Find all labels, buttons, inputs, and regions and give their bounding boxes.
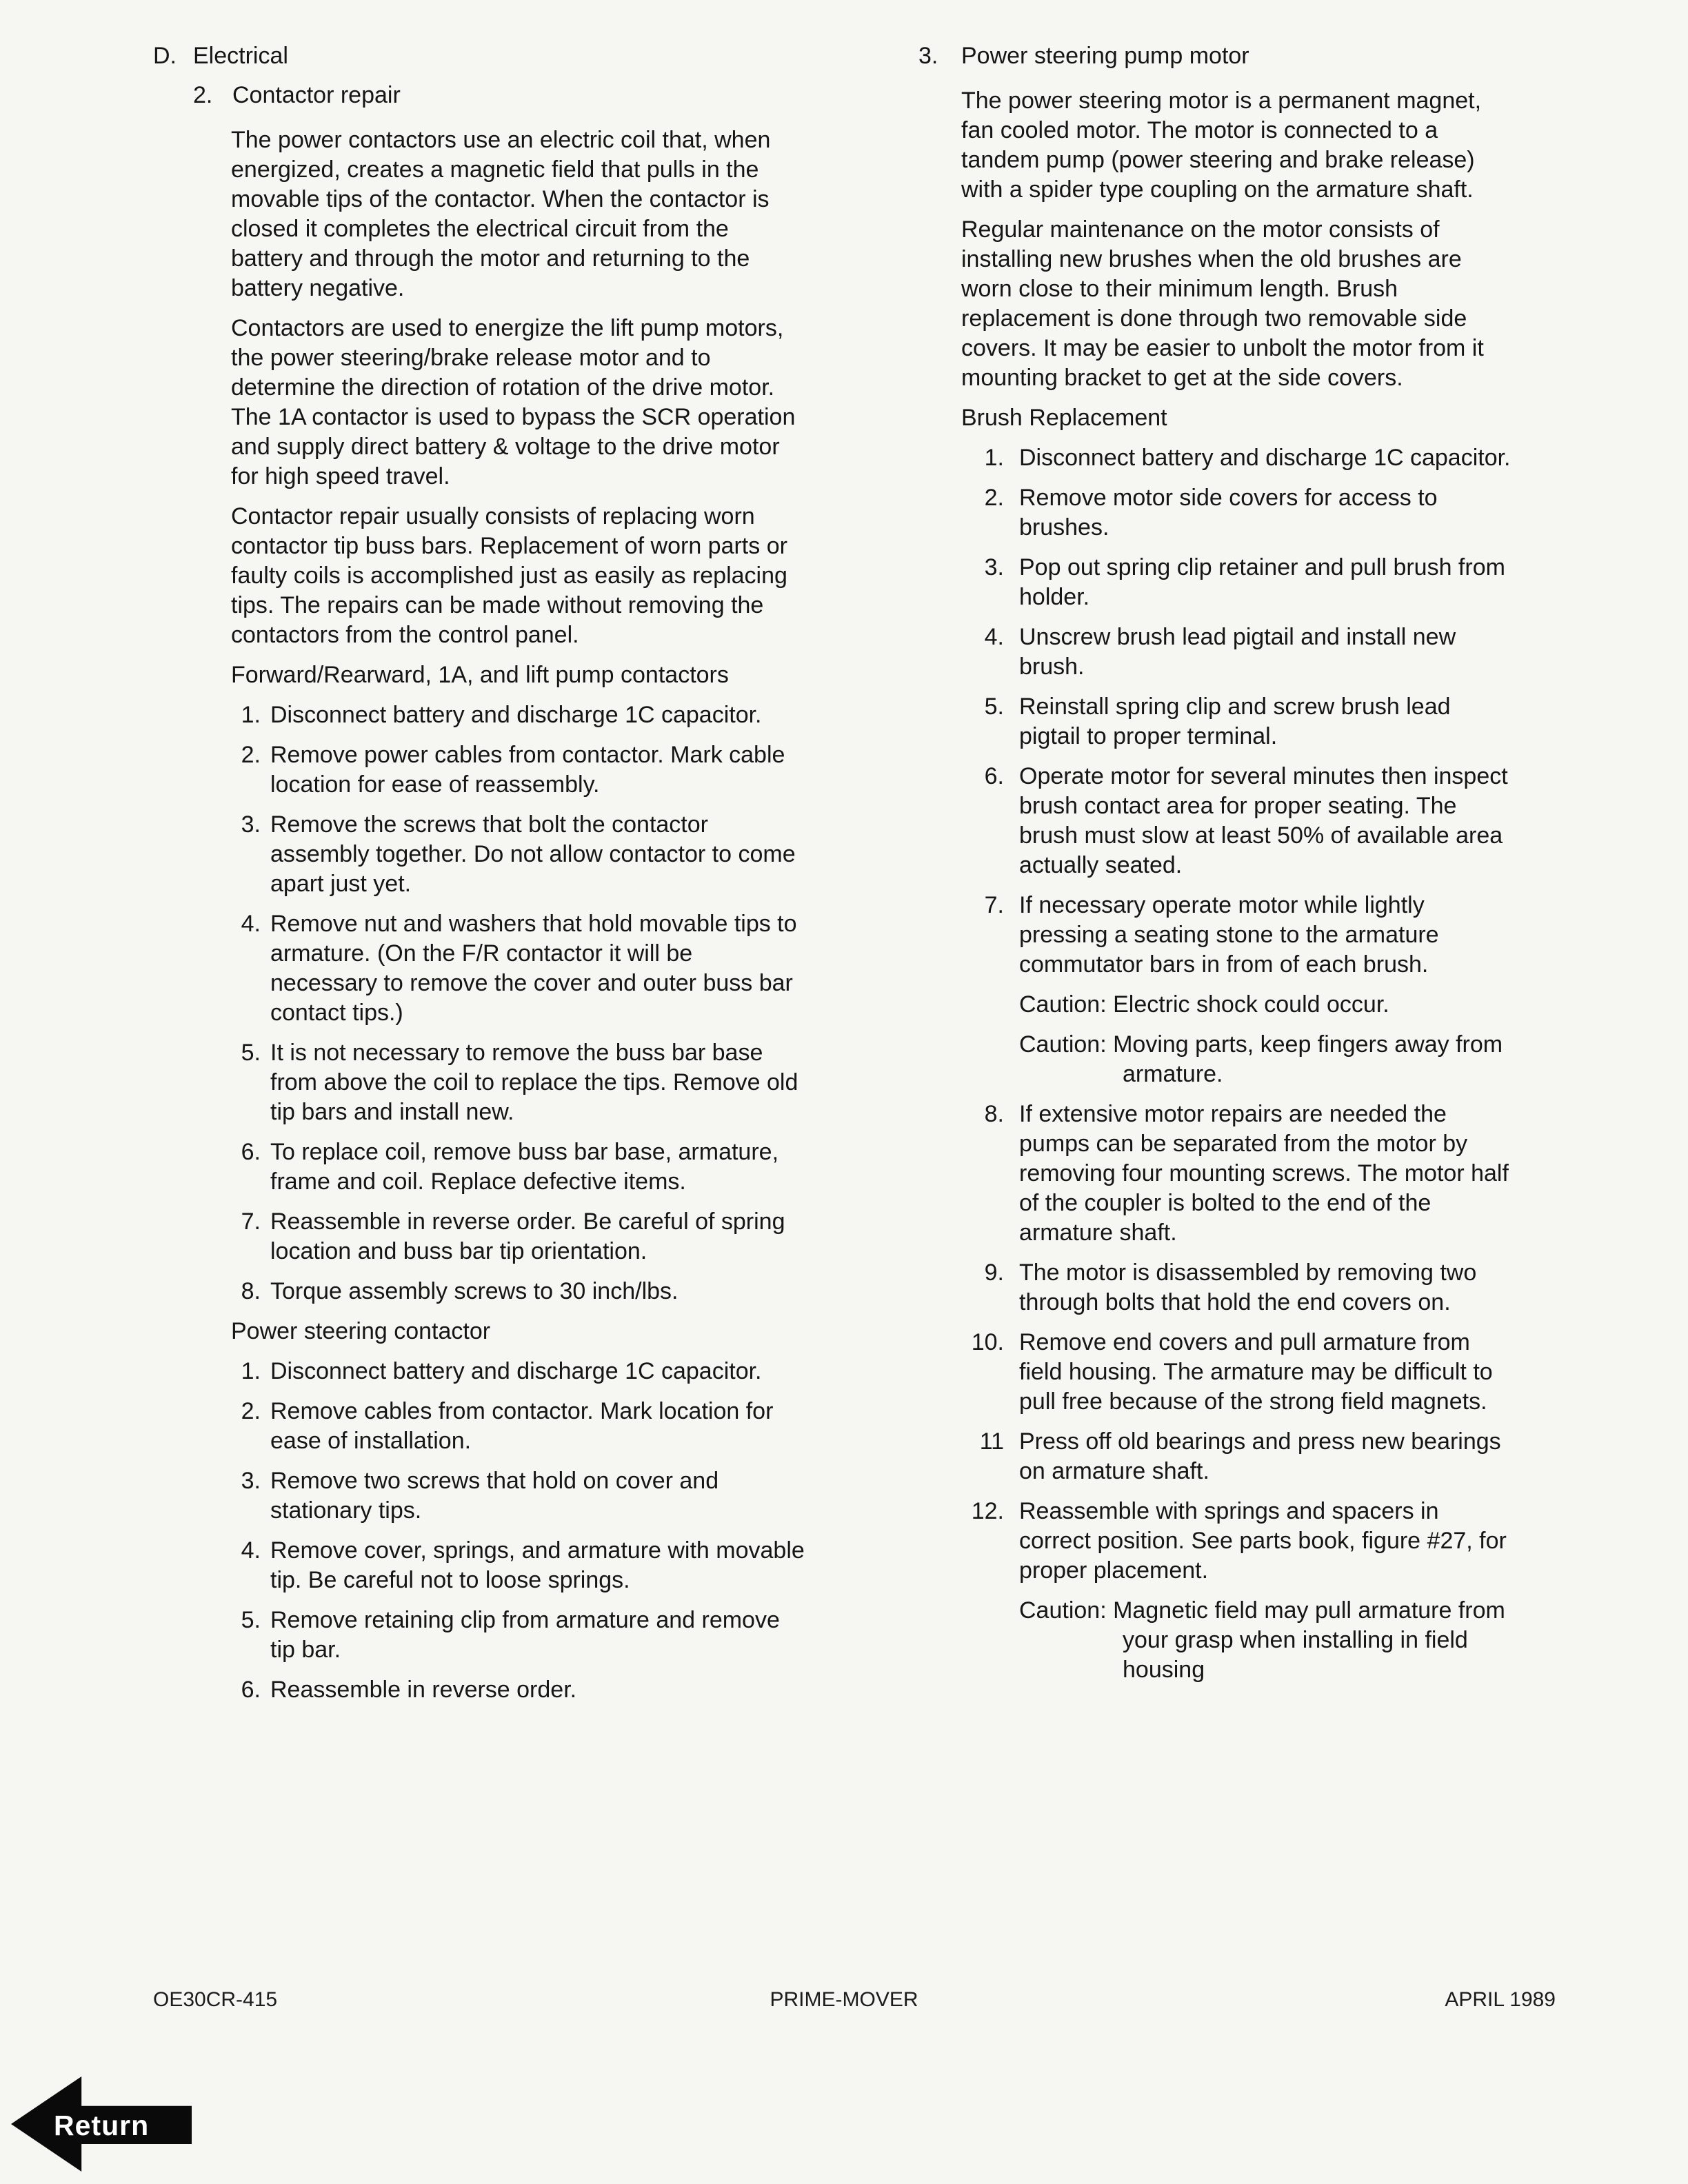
right-column [918,41,1518,1695]
paragraph: Contactor repair usually consists of replacing worn contactor tip buss bars. Replacement of worn parts or faulty coils is accomplished just as easily as replacing tips. The repairs can be made without removing the contactors from the control panel. [231,503,787,648]
item-text: Disconnect battery and discharge 1C capacitor. [270,1358,762,1384]
subheading: Brush Replacement [961,405,1167,431]
list-item [225,810,805,899]
item-text: Remove nut and washers that hold movable tips to armature. (On the F/R contactor it will be necessary to remove the cover and outer buss bar contact tips.) [270,911,797,1026]
list-item [225,1207,805,1266]
item-number: 8. [984,1101,1004,1127]
item-number: 1. [241,1358,261,1384]
list-item [961,1328,1513,1417]
item-text: Reinstall spring clip and screw brush lead pigtail to proper terminal. [1019,694,1451,749]
caution-label: Caution: [1019,1031,1114,1058]
item-text: Press off old bearings and press new bearings on armature shaft. [1019,1428,1501,1484]
subsection-number: 2. [193,82,213,108]
list-item [225,1466,805,1526]
list-item [225,1138,805,1197]
item-number: 12. [971,1498,1004,1524]
list-item [961,1427,1513,1486]
item-text: Remove power cables from contactor. Mark cable location for ease of reassembly. [270,742,785,798]
list-item [225,1536,805,1595]
item-text: Unscrew brush lead pigtail and install new brush. [1019,624,1456,680]
item-text: It is not necessary to remove the buss bar base from above the coil to replace the tips. Remove old tip bars and install new. [270,1040,798,1125]
item-number: 2. [241,1398,261,1424]
section-letter: D. [153,43,177,69]
list-item [225,700,805,730]
right-column-content [961,86,1513,1685]
subheading: Power steering contactor [231,1318,491,1344]
item-text: Reassemble with springs and spacers in correct position. See parts book, figure #27, for proper placement. [1019,1498,1507,1584]
item-number: 1. [984,445,1004,471]
list-item [225,1357,805,1386]
list-item [961,483,1513,543]
list-item [961,1100,1513,1248]
item-number: 3. [984,554,1004,580]
footer-doc-code: OE30CR-415 [153,1988,278,2011]
item-text: To replace coil, remove buss bar base, armature, frame and coil. Replace defective items. [270,1139,779,1195]
subheading: Forward/Rearward, 1A, and lift pump contactors [231,662,729,688]
item-text: Remove cover, springs, and armature with movable tip. Be careful not to loose springs. [270,1537,805,1593]
item-number: 2. [984,485,1004,511]
section-title: Power steering pump motor [961,43,1249,69]
item-number: 11 [979,1428,1004,1455]
caution-label: Caution: [1019,1597,1114,1624]
item-text: Remove cables from contactor. Mark location for ease of installation. [270,1398,774,1454]
item-number: 4. [241,1537,261,1564]
item-text: Remove motor side covers for access to brushes. [1019,485,1438,540]
list-item [225,1038,805,1127]
item-text: Reassemble in reverse order. [270,1677,577,1703]
list-item [961,762,1513,880]
list-item [961,1497,1513,1586]
caution-note: Caution: Moving parts, keep fingers away from armature. [1019,1031,1503,1087]
paragraph: The power contactors use an electric coil that, when energized, creates a magnetic field that pulls in the movable tips of the contactor. When the contactor is closed it completes the electrical circuit from the battery and through the motor and returning to the battery negative. [231,127,771,301]
list-item [961,1258,1513,1317]
return-button[interactable] [11,2076,192,2172]
item-number: 9. [984,1260,1004,1286]
item-text: Remove two screws that hold on cover and stationary tips. [270,1468,719,1524]
footer-title: PRIME-MOVER [770,1988,918,2011]
footer-date: APRIL 1989 [1445,1988,1556,2011]
item-number: 4. [984,624,1004,650]
subsection-heading [193,81,808,110]
item-number: 1. [241,702,261,728]
list-item [961,623,1513,682]
item-text: Pop out spring clip retainer and pull brush from holder. [1019,554,1505,610]
list-item [225,1606,805,1665]
item-text: Remove end covers and pull armature from field housing. The armature may be difficult to pull free because of the strong field magnets. [1019,1329,1493,1415]
item-number: 6. [984,763,1004,789]
subsection-title: Contactor repair [232,82,401,108]
paragraph: Contactors are used to energize the lift pump motors, the power steering/brake release motor and to determine the direction of rotation of the drive motor. The 1A contactor is used to bypass the SCR operation and supply direct battery & voltage to the drive motor for high speed travel. [231,315,796,489]
item-number: 7. [984,892,1004,918]
left-column-content [231,125,805,1705]
item-number: 3. [241,811,261,838]
section-title: Electrical [193,43,288,69]
item-text: The motor is disassembled by removing two through bolts that hold the end covers on. [1019,1260,1477,1315]
paragraph: The power steering motor is a permanent magnet, fan cooled motor. The motor is connected to a tandem pump (power steering and brake release) with a spider type coupling on the armature shaft. [961,88,1482,203]
item-number: 4. [241,911,261,937]
item-text: Operate motor for several minutes then inspect brush contact area for proper seating. The brush must slow at least 50% of available area actually seated. [1019,763,1508,878]
item-text: Remove the screws that bolt the contactor assembly together. Do not allow contactor to come apart just yet. [270,811,796,897]
item-number: 6. [241,1139,261,1165]
list-item [961,553,1513,612]
item-number: 2. [241,742,261,768]
item-text: Reassemble in reverse order. Be careful of spring location and buss bar tip orientation. [270,1209,785,1264]
section-number: 3. [918,43,938,69]
list-item [225,1277,805,1306]
list-item [225,740,805,800]
item-text: Remove retaining clip from armature and remove tip bar. [270,1607,780,1663]
item-number: 10. [971,1329,1004,1355]
list-item [961,443,1513,473]
item-text: If necessary operate motor while lightly pressing a seating stone to the armature commutator bars in from of each brush. [1019,892,1439,978]
item-text: Disconnect battery and discharge 1C capacitor. [270,702,762,728]
caution-note: Caution: Electric shock could occur. [1019,991,1389,1018]
caution-label: Caution: [1019,991,1114,1018]
item-text: Torque assembly screws to 30 inch/lbs. [270,1278,679,1304]
item-number: 6. [241,1677,261,1703]
item-number: 5. [241,1607,261,1633]
item-number: 3. [241,1468,261,1494]
paragraph: Regular maintenance on the motor consists of installing new brushes when the old brushes are worn close to their minimum length. Brush replacement is done through two removable side covers. It may be easier to unbolt the motor from it mounting bracket to get at the side covers. [961,216,1484,391]
item-text: Disconnect battery and discharge 1C capacitor. [1019,445,1511,471]
list-item [225,1675,805,1705]
section-heading [153,41,808,71]
item-number: 7. [241,1209,261,1235]
list-item [961,891,1513,980]
item-number: 5. [241,1040,261,1066]
return-button-label: Return [54,2110,150,2141]
item-number: 8. [241,1278,261,1304]
item-text: If extensive motor repairs are needed the pumps can be separated from the motor by removing four mounting screws. The motor half of the coupler is bolted to the end of the armature shaft. [1019,1101,1509,1246]
list-item [961,692,1513,751]
left-column [153,41,808,1715]
caution-note: Caution: Magnetic field may pull armature from your grasp when installing in field housing [1019,1597,1505,1683]
section-heading [918,41,1518,71]
list-item [225,1397,805,1456]
list-item [225,909,805,1028]
item-number: 5. [984,694,1004,720]
